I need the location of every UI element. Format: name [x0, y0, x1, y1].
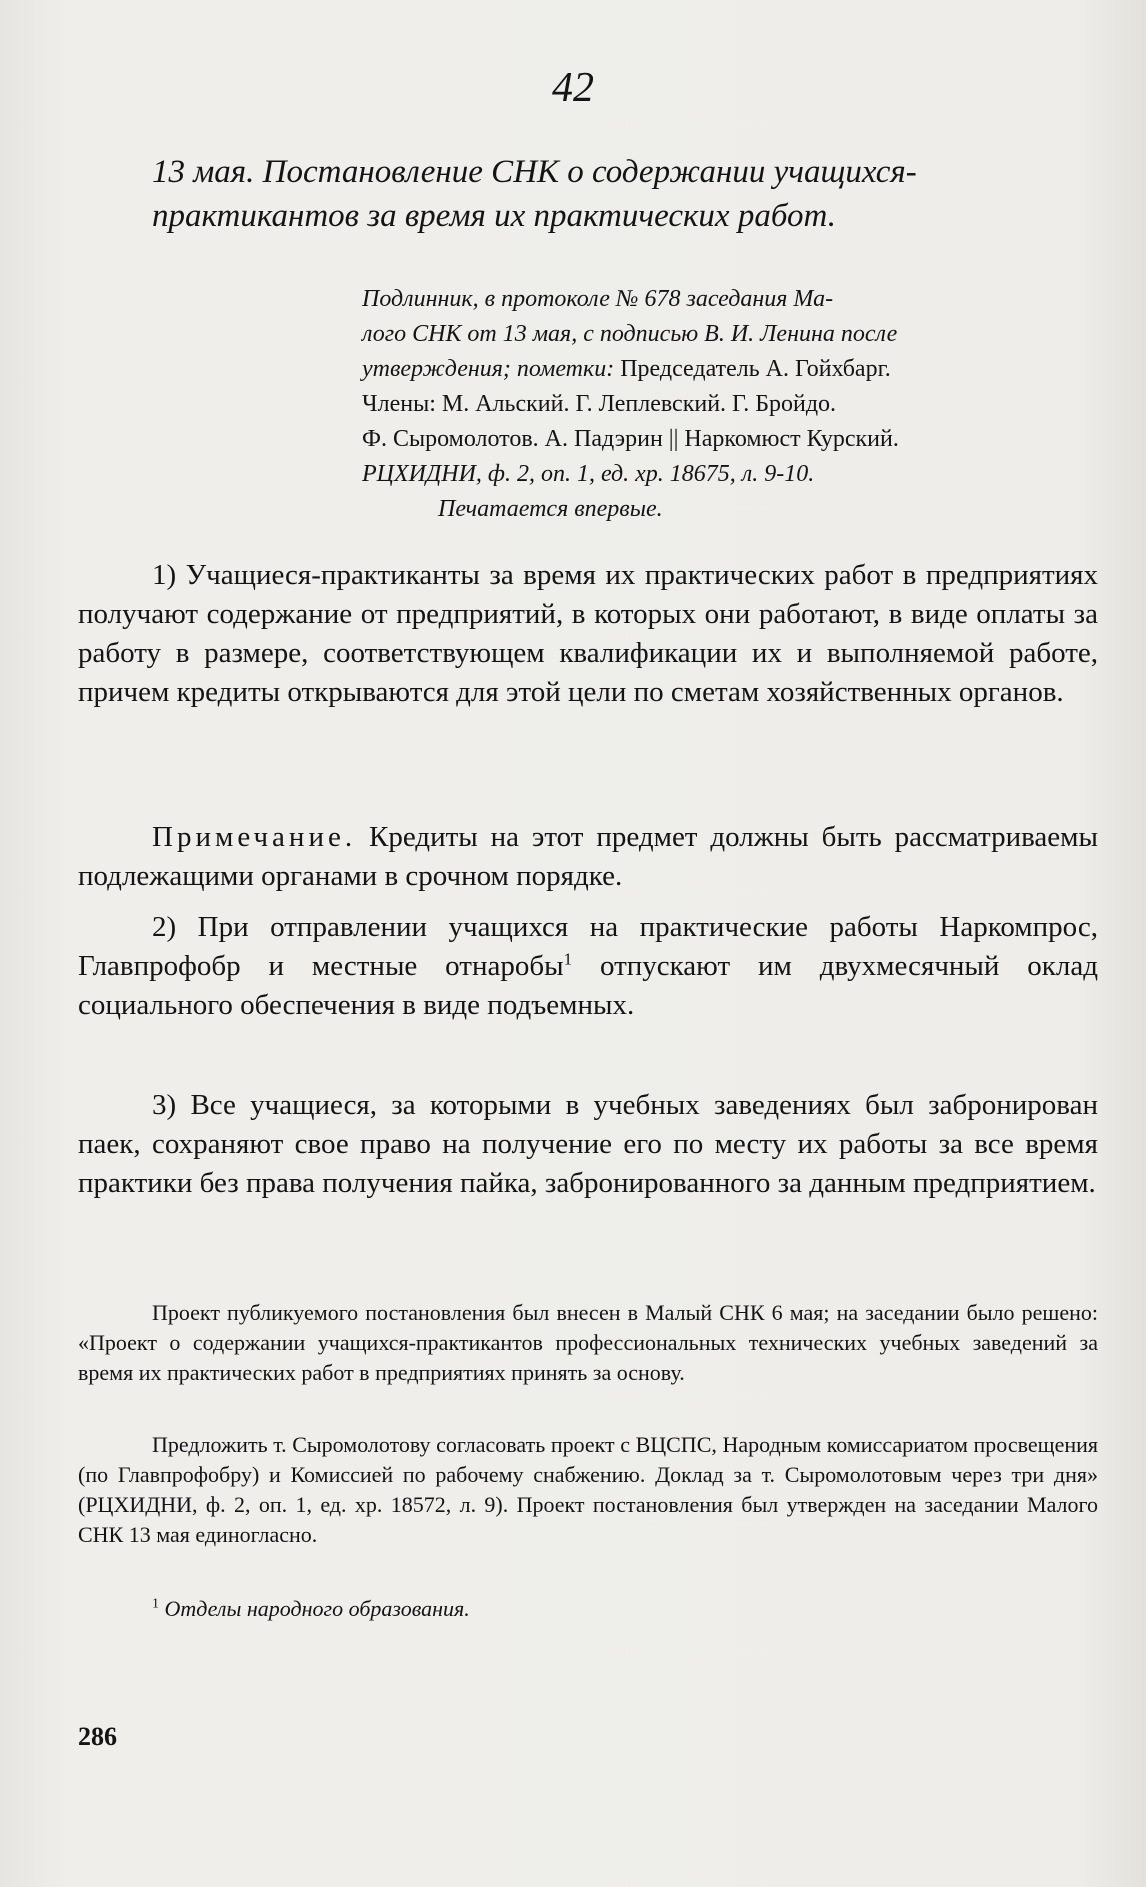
note-label: Примечание. — [152, 821, 357, 853]
paragraph-1-text: 1) Учащиеся-практиканты за время их практических работ в предприятиях получают содержание от предприятий, в которых они работают, в виде оплаты за работу в размере, соответствующем квалификации их и выполняемой работе, причем кредиты открываются для этой цели по сметам хозяйственных органов. — [78, 559, 1098, 708]
source-first-published: Печатается впервые. — [438, 496, 663, 522]
paragraph-2 — [78, 908, 1098, 1025]
commentary-2-text: Предложить т. Сыромолотову согласовать проект с ВЦСПС, Народным комиссариатом просвещения (по Главпрофобру) и Комиссией по рабочему снабжению. Доклад за т. Сыромолотовым через три дня» (РЦХИДНИ, ф. 2, оп. 1, ед. хр. 18572, л. 9). Проект постановления был утвержден на заседании Малого СНК 13 мая единогласно. — [78, 1432, 1098, 1547]
source-line-2: лого СНК от 13 мая, с подписью В. И. Ленина после — [362, 321, 898, 347]
document-number: 42 — [552, 65, 594, 111]
footnote-text: Отделы народного образования. — [159, 1596, 470, 1621]
source-line-1: Подлинник, в протоколе № 678 заседания Ма- — [362, 286, 834, 312]
page-number: 286 — [78, 1722, 117, 1751]
commentary-1 — [78, 1298, 1098, 1388]
paragraph-2-text-after: отпускают им двухмесячный оклад социального обеспечения в виде подъемных. — [78, 950, 1098, 1021]
paragraph-3-text: 3) Все учащиеся, за которыми в учебных заведениях был забронирован паек, сохраняют свое право на получение его по месту их работы за все время практики без права получения пайка, забронированного за данным предприятием. — [78, 1089, 1098, 1199]
paragraph-1 — [78, 556, 1098, 712]
source-archive-reference: РЦХИДНИ, ф. 2, оп. 1, ед. хр. 18675, л. 9-10. — [362, 461, 815, 487]
source-line-5: Ф. Сыромолотов. А. Падэрин || Наркомюст Курский. — [362, 426, 899, 452]
source-marks-chairman: Председатель А. Гойхбарг. — [614, 356, 891, 382]
paragraph-3 — [78, 1086, 1098, 1203]
paragraph-2-text-before: 2) При отправлении учащихся на практические работы Наркомпрос, Главпрофобр и местные отнаробы — [78, 911, 1098, 982]
footnote — [152, 1596, 1052, 1622]
source-marks-label: утверждения; пометки: — [362, 356, 615, 382]
commentary-2 — [78, 1430, 1098, 1550]
commentary-1-text: Проект публикуемого постановления был внесен в Малый СНК 6 мая; на заседании было решено: «Проект о содержании учащихся-практикантов профессиональных технических учебных заведений за время их практических работ в предприятиях принять за основу. — [78, 1300, 1098, 1385]
paragraph-note — [78, 818, 1098, 896]
footnote-mark: 1 — [152, 1596, 159, 1612]
document-title: 13 мая. Постановление СНК о содержании учащихся-практикантов за время их практических работ. — [152, 154, 917, 234]
archival-source-note — [362, 282, 1097, 527]
footnote-reference: 1 — [563, 949, 573, 969]
source-line-3 — [362, 352, 1097, 387]
note-text: Кредиты на этот предмет должны быть рассматриваемы подлежащими органами в срочном порядке. — [78, 821, 1098, 892]
source-line-4: Члены: М. Альский. Г. Леплевский. Г. Бройдо. — [362, 391, 837, 417]
